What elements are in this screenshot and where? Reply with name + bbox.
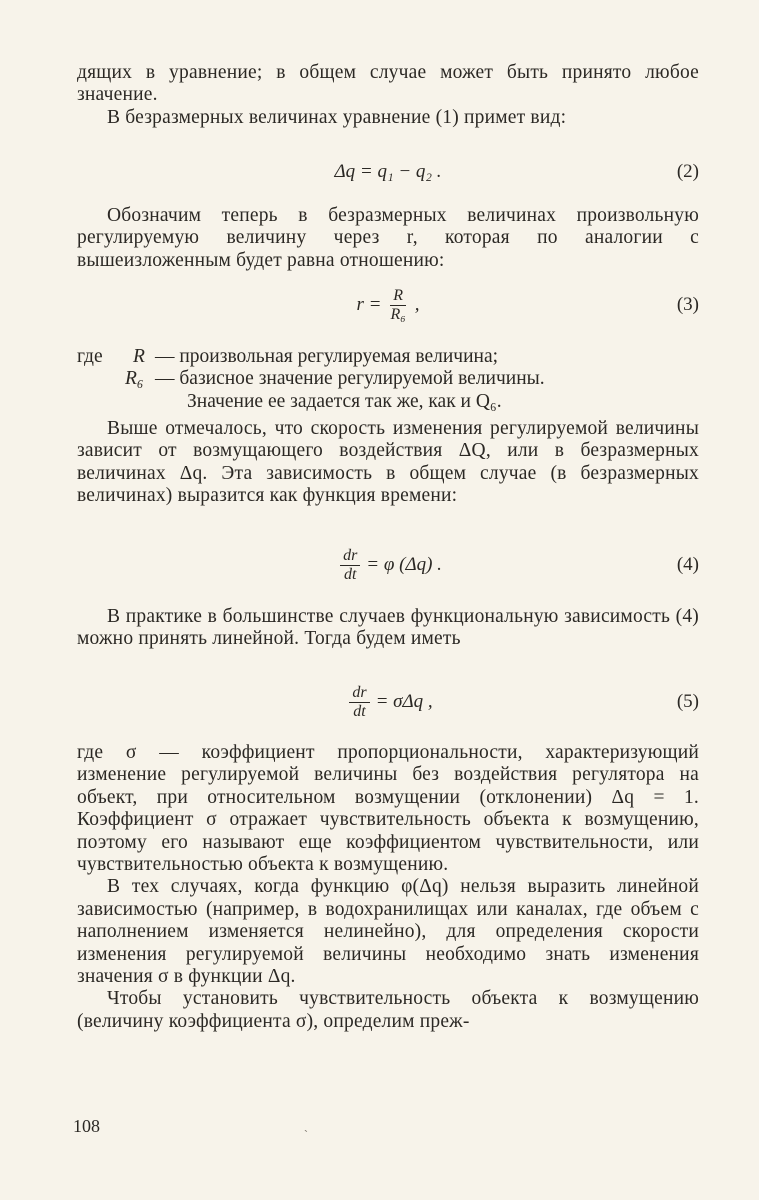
formula-5-numerator: dr <box>349 684 369 703</box>
paragraph-nonlinear: В тех случаях, когда функцию φ(Δq) нельзя выразить линейной зависимостью (например, в водохранилищах или каналах, где объем с наполнением изменяется нелинейно), для определения скорости изменения регулируемой величины необходимо знать изменения значения σ в функции Δq. <box>77 876 699 988</box>
formula-3-expression <box>77 283 699 327</box>
paragraph-speed: Выше отмечалось, что скорость изменения регулируемой величины зависит от возмущающего воздействия ΔQ, или в безразмерных величинах Δq. Эта зависимость в общем случае (в безразмерных величинах) выразится как функция времени: <box>77 418 699 507</box>
formula-4-numerator: dr <box>340 547 360 566</box>
definition-r6-continuation <box>77 391 699 413</box>
formula-4-expression <box>77 543 699 587</box>
definition-r-text: — произвольная регулируемая величина; <box>155 346 499 367</box>
page-number: 108 <box>73 1116 100 1136</box>
definition-where: где <box>77 346 103 367</box>
formula-5-denominator: dt <box>353 702 366 720</box>
paragraph-define-r: Обозначим теперь в безразмерных величинах произвольную регулируемую величину через r, которая по аналогии с вышеизложенным будет равна отношению: <box>77 205 699 271</box>
formula-5 <box>77 680 699 724</box>
text-block-speed <box>77 418 699 508</box>
text-block-top <box>77 62 699 129</box>
formula-4 <box>77 543 699 587</box>
formula-3-tail: , <box>414 294 420 315</box>
formula-3 <box>77 283 699 327</box>
formula-3-numerator: R <box>390 287 406 306</box>
text-block-linear <box>77 606 699 651</box>
definition-r6 <box>77 368 699 390</box>
formula-5-fraction <box>349 684 369 721</box>
definition-r-symbol: R <box>133 346 145 367</box>
definition-r6-symbol: R₆ <box>125 368 144 390</box>
formula-2-expression: Δq = q₁ − q₂ . <box>334 161 442 182</box>
formula-4-number: (4) <box>676 554 699 575</box>
formula-5-number: (5) <box>676 691 699 712</box>
definition-r6-text: — базисное значение регулируемой величины. <box>155 368 545 390</box>
definitions-list <box>77 346 699 413</box>
formula-4-fraction <box>340 547 360 584</box>
formula-4-rhs: = φ (Δq) . <box>366 554 442 575</box>
paragraph-continuation: дящих в уравнение; в общем случае может быть принято любое значение. <box>77 62 699 106</box>
paragraph-sensitivity: Чтобы установить чувствительность объекта к возмущению (величину коэффициента σ), определим преж- <box>77 988 699 1032</box>
definition-r <box>77 346 699 368</box>
paragraph-dimensionless: В безразмерных величинах уравнение (1) примет вид: <box>107 106 567 128</box>
definition-r6-note: Значение ее задается так же, как и Q₆. <box>187 390 502 412</box>
formula-2 <box>77 150 699 194</box>
formula-5-expression <box>77 680 699 724</box>
stray-mark: ˴ <box>304 1122 308 1136</box>
formula-3-number: (3) <box>676 294 699 315</box>
text-block-r <box>77 205 699 272</box>
formula-3-fraction <box>387 287 408 324</box>
paragraph-linear: В практике в большинстве случаев функциональную зависимость (4) можно принять линейной. Тогда будем иметь <box>77 606 699 650</box>
formula-2-number: (2) <box>676 161 699 182</box>
text-block-sigma <box>77 742 699 1033</box>
formula-3-denominator: R₆ <box>390 305 406 323</box>
formula-5-rhs: = σΔq , <box>375 691 433 712</box>
paragraph-sigma: где σ — коэффициент пропорциональности, характеризующий изменение регулируемой величины без воздействия регулятора на объект, при относительном возмущении (отклонении) Δq = 1. Коэффициент σ отражает чувствительность объекта к возмущению, поэтому его называют еще коэффициентом чувствительности, или чувствительностью объекта к возмущению. <box>77 742 699 876</box>
formula-4-denominator: dt <box>343 565 357 583</box>
formula-3-lhs: r = <box>356 294 382 315</box>
